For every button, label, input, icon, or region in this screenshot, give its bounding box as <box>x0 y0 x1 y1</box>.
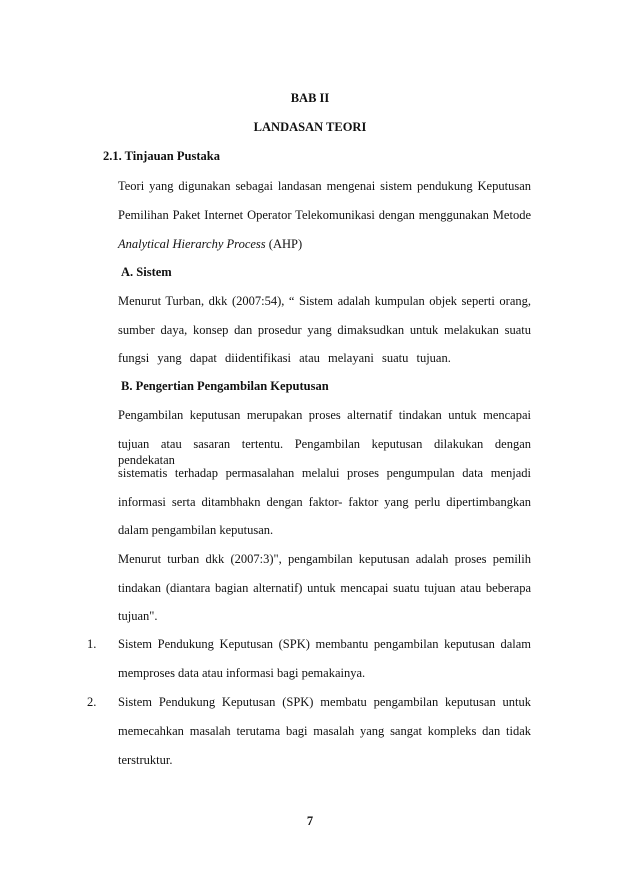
list-item-2-line-3: terstruktur. <box>118 753 173 767</box>
list-item-1-line-1: Sistem Pendukung Keputusan (SPK) membantu pengambilan keputusan dalam <box>118 637 531 651</box>
section-heading: 2.1. Tinjauan Pustaka <box>103 149 220 163</box>
intro-line-1: Teori yang digunakan sebagai landasan mengenai sistem pendukung Keputusan <box>118 179 531 193</box>
subsection-b-p1-line-4: informasi serta ditambhakn dengan faktor- faktor yang perlu dipertimbangkan <box>118 495 531 509</box>
ahp-term: Analytical Hierarchy Process <box>118 237 266 251</box>
subsection-b-p1-line-3: sistematis terhadap permasalahan melalui proses pengumpulan data menjadi <box>118 466 531 480</box>
page-number: 7 <box>306 814 314 828</box>
subsection-a-line-3: fungsi yang dapat diidentifikasi atau melayani suatu tujuan. <box>118 351 451 365</box>
list-item-2-line-1: Sistem Pendukung Keputusan (SPK) membatu pengambilan keputusan untuk <box>118 695 531 709</box>
subsection-a-line-2: sumber daya, konsep dan prosedur yang dimaksudkan untuk melakukan suatu <box>118 323 531 337</box>
list-item-1-line-2: memproses data atau informasi bagi pemakainya. <box>118 666 366 680</box>
intro-line-2: Pemilihan Paket Internet Operator Telekomunikasi dengan menggunakan Metode <box>118 208 531 222</box>
subsection-a-heading: A. Sistem <box>121 265 172 279</box>
subsection-b-p1-line-1: Pengambilan keputusan merupakan proses alternatif tindakan untuk mencapai <box>118 408 531 422</box>
subsection-b-p1-line-2: tujuan atau sasaran tertentu. Pengambilan keputusan dilakukan dengan pendekatan <box>118 437 531 467</box>
subsection-b-p2-line-2: tindakan (diantara bagian alternatif) untuk mencapai suatu tujuan atau beberapa <box>118 581 531 595</box>
chapter-title: LANDASAN TEORI <box>253 120 367 134</box>
list-number-1: 1. <box>87 637 97 651</box>
ahp-abbrev: (AHP) <box>265 237 303 251</box>
list-item-2-line-2: memecahkan masalah terutama bagi masalah yang sangat kompleks dan tidak <box>118 724 531 738</box>
intro-line-3 <box>118 236 302 252</box>
subsection-b-p1-line-5: dalam pengambilan keputusan. <box>118 523 274 537</box>
list-number-2: 2. <box>87 695 97 709</box>
subsection-b-p2-line-3: tujuan". <box>118 609 158 623</box>
chapter-number: BAB II <box>290 91 330 105</box>
subsection-b-heading: B. Pengertian Pengambilan Keputusan <box>121 379 329 393</box>
subsection-a-line-1: Menurut Turban, dkk (2007:54), “ Sistem adalah kumpulan objek seperti orang, <box>118 294 531 308</box>
subsection-b-p2-line-1: Menurut turban dkk (2007:3)", pengambilan keputusan adalah proses pemilih <box>118 552 531 566</box>
